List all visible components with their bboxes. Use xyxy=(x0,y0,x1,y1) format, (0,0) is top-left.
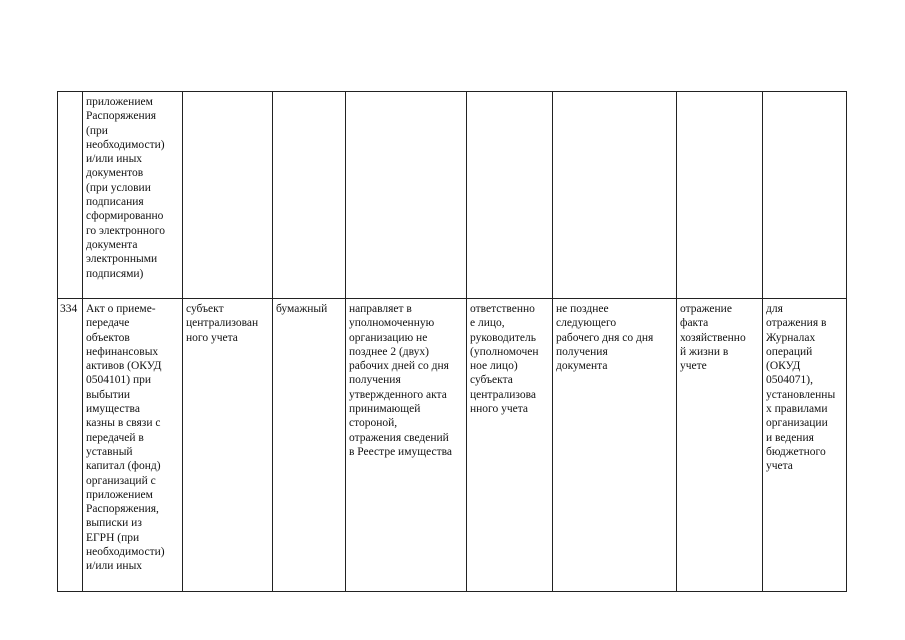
cell-row-number xyxy=(58,92,83,299)
cell-creator xyxy=(183,92,273,299)
cell-form xyxy=(273,92,346,299)
cell-usage: для отражения в Журналах операций (ОКУД 0504071), установленны х правилами организации и ведения бюджетного учета xyxy=(763,299,847,592)
cell-purpose: отражение факта хозяйственно й жизни в учете xyxy=(677,299,763,592)
cell-purpose xyxy=(677,92,763,299)
cell-deadline xyxy=(553,92,677,299)
cell-document: Акт о приеме- передаче объектов нефинансовых активов (ОКУД 0504101) при выбытии имущества казны в связи с передачей в уставный капитал (фонд) организаций с приложением Распоряжения, выписки из ЕГРН (при необходимости) и/или иных xyxy=(83,299,183,592)
cell-document: приложением Распоряжения (при необходимости) и/или иных документов (при условии подписания сформированно го электронного документа электронными подписями) xyxy=(83,92,183,299)
registry-table xyxy=(57,91,847,592)
cell-action: направляет в уполномоченную организацию не позднее 2 (двух) рабочих дней со дня получения утвержденного акта принимающей стороной, отражения сведений в Реестре имущества xyxy=(346,299,467,592)
cell-creator: субъект централизован ного учета xyxy=(183,299,273,592)
cell-responsible xyxy=(467,92,553,299)
cell-responsible: ответственно е лицо, руководитель (уполномочен ное лицо) субъекта централизова нного учета xyxy=(467,299,553,592)
cell-row-number: 334 xyxy=(58,299,83,592)
cell-form: бумажный xyxy=(273,299,346,592)
table-row xyxy=(58,299,847,592)
cell-action xyxy=(346,92,467,299)
table-row xyxy=(58,92,847,299)
cell-deadline: не позднее следующего рабочего дня со дня получения документа xyxy=(553,299,677,592)
cell-usage xyxy=(763,92,847,299)
